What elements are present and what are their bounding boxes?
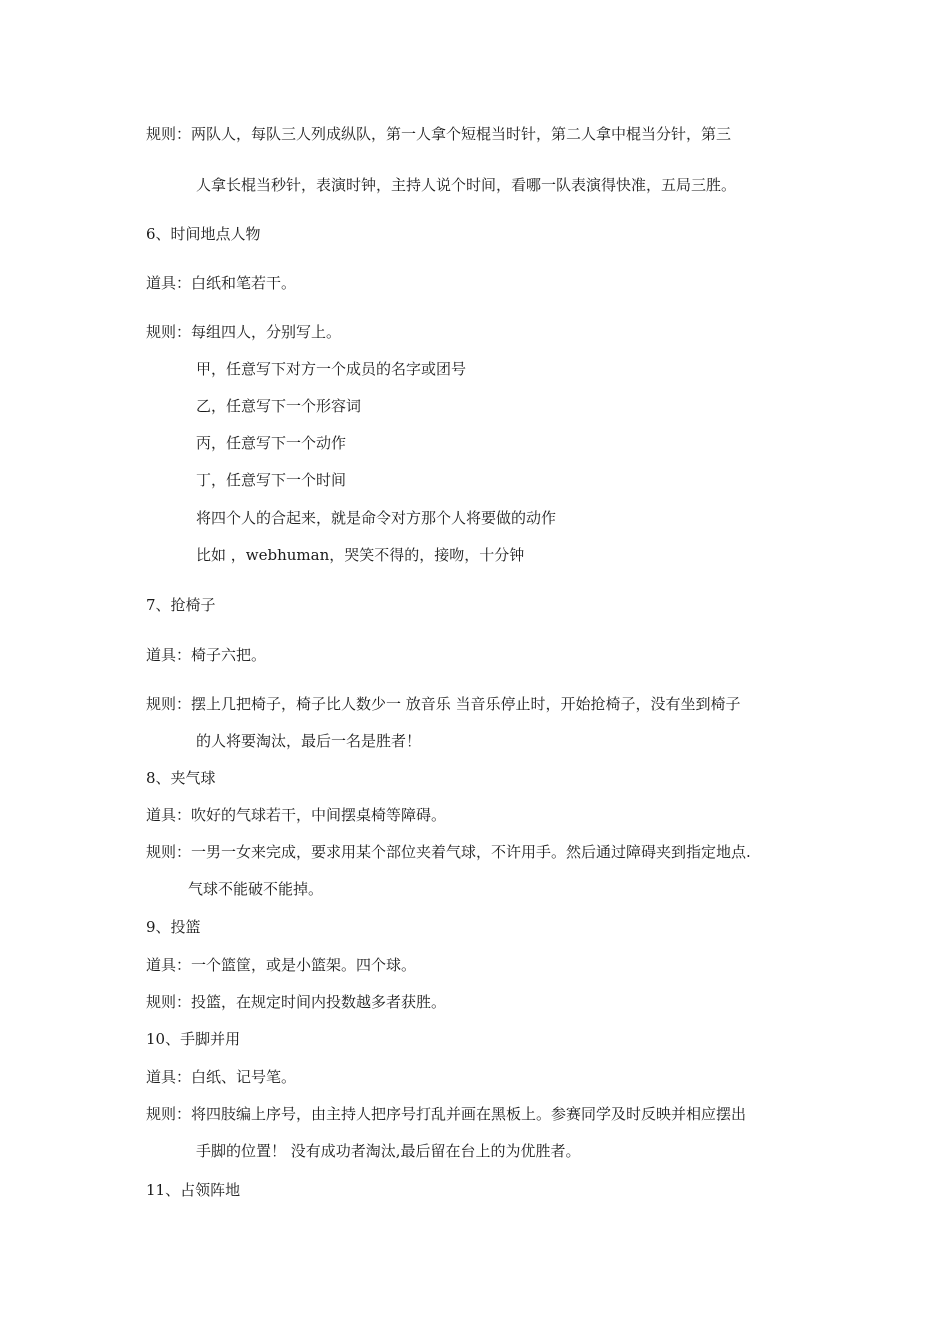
game10-heading: 10、手脚并用 [146,1030,241,1048]
game10-rules-line2: 手脚的位置！ 没有成功者淘汰,最后留在台上的为优胜者。 [196,1142,581,1160]
game6-item: 比如 ，webhuman，哭笑不得的，接吻，十分钟 [196,546,525,564]
game10-props: 道具：白纸、记号笔。 [146,1068,297,1086]
game8-rules-line1: 规则：一男一女来完成，要求用某个部位夹着气球，不许用手。然后通过障碍夹到指定地点. [146,843,751,861]
game5-rules-line2: 人拿长棍当秒针，表演时钟，主持人说个时间，看哪一队表演得快准，五局三胜。 [196,176,737,194]
game7-rules-line1: 规则：摆上几把椅子，椅子比人数少一 放音乐 当音乐停止时，开始抢椅子，没有坐到椅子 [146,695,741,713]
game9-props: 道具：一个篮筐，或是小篮架。四个球。 [146,956,417,974]
game6-item: 丙，任意写下一个动作 [196,434,347,452]
game7-rules-line2: 的人将要淘汰，最后一名是胜者！ [196,732,422,750]
game5-rules-line1: 规则：两队人，每队三人列成纵队，第一人拿个短棍当时针，第二人拿中棍当分针，第三 [146,125,732,143]
game6-item: 甲，任意写下对方一个成员的名字或团号 [196,360,467,378]
game8-heading: 8、夹气球 [146,769,216,787]
game9-rules: 规则：投篮，在规定时间内投数越多者获胜。 [146,993,447,1011]
game7-heading: 7、抢椅子 [146,596,216,614]
game6-props: 道具：白纸和笔若干。 [146,274,297,292]
game8-props: 道具：吹好的气球若干，中间摆桌椅等障碍。 [146,806,447,824]
game6-item: 将四个人的合起来，就是命令对方那个人将要做的动作 [196,509,557,527]
game7-props: 道具：椅子六把。 [146,646,267,664]
game9-heading: 9、投篮 [146,918,201,936]
game6-item: 丁，任意写下一个时间 [196,471,347,489]
game8-rules-line2: 气球不能破不能掉。 [188,880,324,898]
game6-item: 乙，任意写下一个形容词 [196,397,362,415]
game6-heading: 6、时间地点人物 [146,225,261,243]
game11-heading: 11、占领阵地 [146,1181,241,1199]
game10-rules-line1: 规则：将四肢编上序号，由主持人把序号打乱并画在黑板上。参赛同学及时反映并相应摆出 [146,1105,747,1123]
game6-rules: 规则：每组四人，分别写上。 [146,323,342,341]
